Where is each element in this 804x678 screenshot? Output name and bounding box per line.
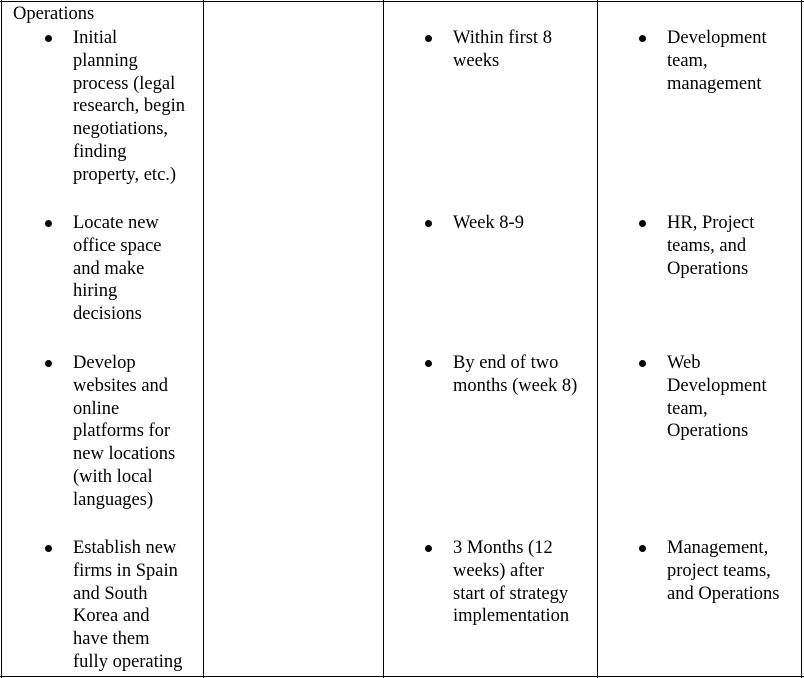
task-text-line: hiring bbox=[73, 281, 118, 302]
timeline-text-line: 3 Months (12 bbox=[453, 538, 553, 558]
responsible-bullet-icon bbox=[639, 35, 646, 42]
task-text-line: new locations bbox=[73, 444, 176, 465]
task-text-line: negotiations, bbox=[73, 119, 169, 140]
responsible-text-line: and Operations bbox=[667, 583, 780, 604]
task-text-line: Korea and bbox=[73, 606, 150, 627]
table-top-border bbox=[0, 1, 804, 2]
task-text-line: and South bbox=[73, 583, 148, 604]
task-text-line: Initial bbox=[73, 28, 118, 48]
column-divider-1 bbox=[203, 0, 204, 678]
task-text-line: fully operating bbox=[73, 652, 183, 672]
responsible-text-line: Web bbox=[667, 353, 701, 373]
task-bullet-icon bbox=[45, 35, 52, 42]
task-text-line: research, begin bbox=[73, 96, 185, 117]
task-text-line: (with local bbox=[73, 467, 153, 487]
timeline-text-line: start of strategy bbox=[453, 583, 569, 604]
column-divider-3 bbox=[597, 0, 598, 678]
task-text-line: platforms for bbox=[73, 421, 171, 442]
table-bottom-border bbox=[0, 676, 804, 677]
responsible-text-line: teams, and bbox=[667, 235, 747, 256]
task-text-line: Locate new bbox=[73, 213, 159, 233]
timeline-text-line: weeks) after bbox=[453, 560, 544, 581]
table-left-border bbox=[1, 0, 2, 678]
task-text-line: websites and bbox=[73, 375, 169, 396]
responsible-text-line: team, bbox=[667, 50, 708, 71]
responsible-bullet-icon bbox=[639, 545, 646, 552]
timeline-text-line: implementation bbox=[453, 606, 570, 627]
task-text-line: firms in Spain bbox=[73, 560, 178, 581]
responsible-bullet-icon bbox=[639, 220, 646, 227]
timeline-text-line: Within first 8 bbox=[453, 28, 552, 48]
task-text-line: planning bbox=[73, 50, 138, 71]
responsible-text-line: HR, Project bbox=[667, 213, 755, 233]
task-text-line: property, etc.) bbox=[73, 164, 177, 185]
timeline-bullet-icon bbox=[425, 360, 432, 367]
responsible-text-line: project teams, bbox=[667, 560, 771, 581]
task-text-line: and make bbox=[73, 258, 145, 279]
responsible-text-line: Development bbox=[667, 375, 767, 396]
timeline-bullet-icon bbox=[425, 545, 432, 552]
timeline-text-line: weeks bbox=[453, 50, 500, 71]
table-right-border bbox=[801, 0, 802, 678]
timeline-text-line: months (week 8) bbox=[453, 375, 578, 396]
responsible-text-line: Management, bbox=[667, 538, 769, 558]
responsible-text-line: management bbox=[667, 73, 762, 94]
timeline-bullet-icon bbox=[425, 220, 432, 227]
responsible-bullet-icon bbox=[639, 360, 646, 367]
responsible-text-line: Operations bbox=[667, 258, 749, 279]
responsible-text-line: Development bbox=[667, 28, 767, 48]
responsible-text-line: team, bbox=[667, 398, 708, 419]
task-text-line: decisions bbox=[73, 304, 142, 325]
task-bullet-icon bbox=[45, 220, 52, 227]
timeline-text-line: Week 8-9 bbox=[453, 213, 524, 233]
responsible-text-line: Operations bbox=[667, 421, 749, 442]
task-text-line: process (legal bbox=[73, 73, 176, 94]
section-header-operations: Operations bbox=[13, 4, 95, 24]
task-bullet-icon bbox=[45, 545, 52, 552]
task-bullet-icon bbox=[45, 360, 52, 367]
column-divider-2 bbox=[383, 0, 384, 678]
task-text-line: finding bbox=[73, 142, 127, 162]
timeline-text-line: By end of two bbox=[453, 353, 559, 373]
task-text-line: office space bbox=[73, 235, 162, 256]
task-text-line: Develop bbox=[73, 353, 136, 373]
task-text-line: Establish new bbox=[73, 538, 177, 558]
task-text-line: online bbox=[73, 398, 120, 419]
task-text-line: have them bbox=[73, 629, 150, 650]
timeline-bullet-icon bbox=[425, 35, 432, 42]
task-text-line: languages) bbox=[73, 489, 154, 510]
